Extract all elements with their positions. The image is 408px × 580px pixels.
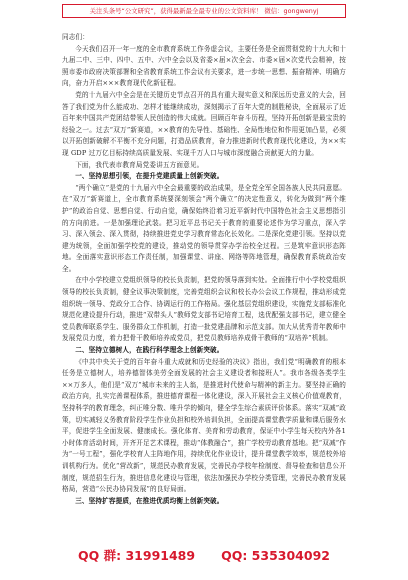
document-page bbox=[62, 32, 346, 552]
section-heading: 三、坚持扩容提质，在推进优质均衡上创新突破。 bbox=[75, 496, 224, 505]
body-paragraph: 党的十九届六中全会是在关键历史节点召开的具有重大现实意义和深远历史意义的大会，回答了我们党为什么能成功、怎样才能继续成功，深刻揭示了百年大党的制胜秘诀，全面展示了近百年来中国共产党团结带领人民创造的伟大成就。回顾百年奋斗历程，坚持开拓创新是最宝贵的经验之一。过去“双万”新赛道，××教育的先导性、基础性、全局性地位和作用更加凸显，必须以开拓创新破解不平衡不充分问题，打造品质教育，奋力推进新时代教育现代化建设，为××实现 GDP 过万亿目标持续高质量发展、实现千万人口与城市深度融合贡献更大的力量。 bbox=[62, 90, 346, 157]
body-paragraph: 《中共中央关于党的百年奋斗重大成就和历史经验的决议》指出，我们党“明确教育的根本任务是立德树人，培养德智体美劳全面发展的社会主义建设者和接班人”。我市各级各类学生××万多人，他们是“双万”城市未来的主人翁，是推进时代使命与精神的新主力。要坚持正确的政治方向，扎实完善课程体系，推进德育课程一体化建设，深入开展社会主义核心价值观教育，坚持科学的教育理念，纠正唯分数、唯升学的倾向，健全学生综合素质评价体系。落实“双减”政策，切实减轻义务教育阶段学生作业负担和校外培训负担，全面提高课堂教学质量和课后服务水平，促进学生全面发展、健康成长。强化体育、美育和劳动教育，保证中小学生每天校内外各1小时体育活动时间，开齐开足艺术课程，推动“体教融合”，推广学校劳动教育基地。把“双减”作为“一号工程”，强化学校育人主阵地作用，持续优化作业设计，提升课堂教学效率，规范校外培训机构行为。优化“营改新”，规范民办教育发展，完善民办学校年检制度、督导检查和信息公开制度，规范招生行为，推进信息化建设与管理，依法加强民办学校分类管理，完善民办教育发展格局，营造“公民办协同发展”的良好局面。 bbox=[62, 357, 346, 494]
footer-contacts bbox=[0, 546, 408, 566]
section-heading: 一、坚持思想引领，在提升党建质量上创新突破。 bbox=[75, 172, 224, 181]
qq-group-1: QQ 群: 31991489 bbox=[78, 548, 196, 563]
body-paragraph: 下面，我代表市教育局党委讲五方面意见。 bbox=[75, 160, 204, 169]
greeting: 同志们： bbox=[62, 33, 89, 41]
body-paragraph: 今天我们召开一年一度的全市教育系统工作务虚会议，主要任务是全面贯彻党的十九大和十九届二中、三中、四中、五中、六中全会以及省委×届×次全会、市委×届×次党代会精神，按照市委市政府决策部署和全省教育系统工作会议有关要求，进一步统一思想、振奋精神、明确方向，奋力开启×××教育现代化新征程。 bbox=[62, 44, 346, 88]
body-paragraph: 在中小学校建立党组织领导的校长负责制，把党的领导落到实处。全面推行中小学校党组织领导的校长负责制，健全议事决策制度，完善党组织会议和校长办公会议工作规程，推动形成党组织统一领导、党政分工合作、协调运行的工作格局。强化基层党组织建设，实施党支部标准化规范化建设提升行动，推进“双带头人”教师党支部书记培育工程，选优配强支部书记，建立健全党员教师联系学生、服务群众工作机制，打造一批党建品牌和示范支部。加大从优秀青年教师中发展党员力度，着力把骨干教师培养成党员，把党员教师培养成骨干教师的“双培养”机制。 bbox=[62, 276, 346, 343]
promo-banner: 关注头条号“公文研究”，获得最新最全最专业的公文资料库！ 微信：gongwenyj bbox=[62, 4, 346, 18]
qq-group-2: QQ: 535304092 bbox=[221, 548, 330, 563]
body-paragraph: “两个确立”是党的十九届六中全会最重要的政治成果，是全党全军全国各族人民共同意愿。在“双万”新赛道上，全市教育系统要深刻领会“两个确立”的决定性意义，转化为做到“两个维护”的政治自觉、思想自觉、行动自觉，确保始终沿着习近平新时代中国特色社会主义思想指引的方向前进。一是加强理论武装。把习近平总书记关于教育的重要论述作为学习重点，深入学习、深入领会、深入贯彻，持续推进党史学习教育常态化长效化。二是深化党建引领。坚持以党建为统领，全面加强学校党的建设，推动党的领导贯穿办学治校全过程。三是筑牢意识形态阵地。全面落实意识形态工作责任制，加强课堂、讲座、网络等阵地管理，确保教育系统政治安全。 bbox=[62, 183, 346, 273]
document-body bbox=[62, 44, 346, 508]
section-heading: 二、坚持立德树人，在践行科学理念上创新突破。 bbox=[75, 346, 224, 355]
